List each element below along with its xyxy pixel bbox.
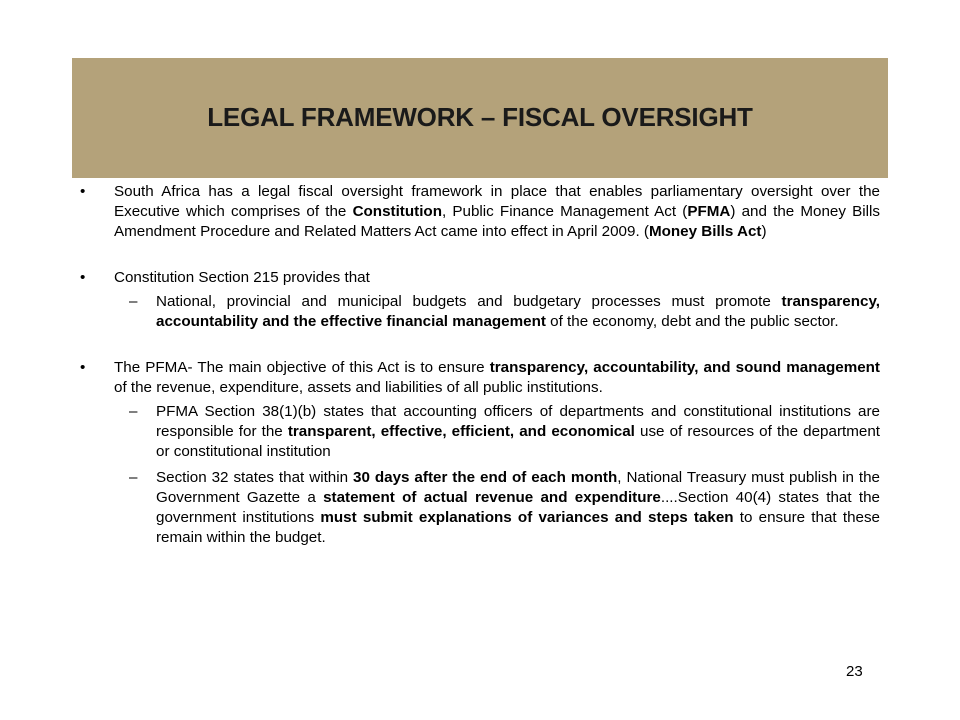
bold-run: 30 days after the end of each month: [353, 469, 618, 486]
text-run: of the revenue, expenditure, assets and liabilities of all public institutions.: [114, 379, 603, 396]
dash-marker: –: [129, 403, 138, 420]
text-run: ): [761, 223, 767, 240]
text-run: use of resources of the department or constitutional institution: [156, 423, 880, 460]
bold-run: transparency, accountability and the effective financial management: [156, 293, 880, 330]
bold-run: transparent, effective, efficient, and economical: [287, 423, 635, 440]
page-number: 23: [846, 663, 863, 680]
text-run: to ensure that these remain within the budget.: [156, 509, 881, 546]
bold-run: Money Bills Act: [648, 223, 762, 240]
text-run: PFMA Section 38(1)(b) states that accounting officers of departments and constitutional institutions are responsible for the: [156, 403, 880, 440]
text-run: ....Section 40(4) states that the government institutions: [156, 489, 880, 526]
bold-run: statement of actual revenue and expenditure: [323, 489, 661, 506]
bullet-pfma: [80, 358, 880, 398]
bold-run: transparency, accountability, and sound management: [489, 359, 880, 376]
text-run: National, provincial and municipal budgets and budgetary processes must promote: [156, 293, 782, 310]
sub-bullet-section-38: [80, 402, 880, 462]
bullet-marker: •: [80, 269, 86, 286]
sub-bullet-section-32: [80, 468, 880, 548]
bold-run: PFMA: [687, 203, 731, 220]
bold-run: must submit explanations of variances and steps taken: [320, 509, 734, 526]
text-run: Section 32 states that within: [156, 469, 354, 486]
sub-bullet-section-215: [80, 292, 880, 332]
text-run: Constitution Section 215 provides that: [114, 269, 370, 286]
text-run: The PFMA- The main objective of this Act is to ensure: [114, 359, 490, 376]
text-run: , National Treasury must publish in the Government Gazette a: [156, 469, 880, 506]
slide-title: LEGAL FRAMEWORK – FISCAL OVERSIGHT: [207, 102, 753, 132]
text-run: of the economy, debt and the public sector.: [545, 313, 839, 330]
bullet-marker: •: [80, 359, 86, 376]
dash-marker: –: [129, 469, 138, 486]
slide-content: [80, 182, 880, 548]
bullet-marker: •: [80, 183, 86, 200]
text-run: , Public Finance Management Act (: [441, 203, 688, 220]
text-run: South Africa has a legal fiscal oversight framework in place that enables parliamentary oversight over the Executive which comprises of the: [114, 183, 880, 220]
bullet-legal-framework: [80, 182, 880, 242]
bullet-constitution: [80, 268, 880, 288]
dash-marker: –: [129, 293, 138, 310]
bold-run: Constitution: [352, 203, 442, 220]
text-run: ) and the Money Bills Amendment Procedure and Related Matters Act came into effect in April 2009. (: [114, 203, 880, 240]
